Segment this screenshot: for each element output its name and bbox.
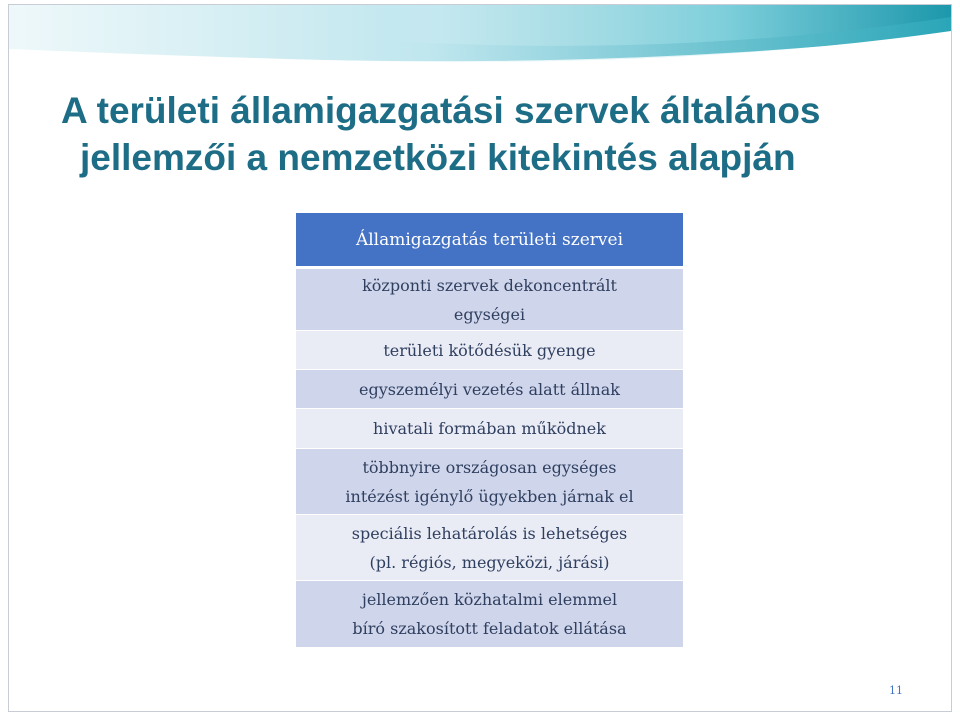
page-number: 11 — [889, 684, 903, 697]
slide-title — [61, 87, 921, 181]
row-text: egyszemélyi vezetés alatt állnak — [359, 379, 620, 399]
row-text: jellemzően közhatalmi elemmel — [361, 590, 618, 609]
row-text: egységei — [453, 304, 526, 324]
row-text: speciális lehatárolás is lehetséges — [351, 523, 628, 543]
table-row — [296, 370, 683, 409]
table-row — [296, 449, 683, 515]
row-text: (pl. régiós, megyeközi, járási) — [369, 552, 610, 572]
row-text: hivatali formában működnek — [373, 419, 606, 438]
slide-title-line2: jellemzői a nemzetközi kitekintés alapján — [80, 137, 796, 178]
row-text: központi szervek dekoncentrált — [362, 275, 617, 295]
table-row — [296, 269, 683, 331]
row-text: többnyire országosan egységes — [362, 457, 617, 477]
table-row — [296, 515, 683, 581]
table-row — [296, 409, 683, 449]
decorative-wave-banner — [9, 5, 951, 75]
slide — [8, 4, 952, 712]
table-row — [296, 581, 683, 648]
organization-table — [296, 213, 683, 648]
row-text: területi kötődésük gyenge — [383, 340, 596, 360]
table-header: Államigazgatás területi szervei — [296, 213, 683, 269]
row-text: intézést igénylő ügyekben járnak el — [345, 486, 634, 506]
row-text: bíró szakosított feladatok ellátása — [352, 619, 627, 638]
table-row — [296, 331, 683, 370]
slide-title-line1: A területi államigazgatási szervek általános — [61, 90, 821, 131]
